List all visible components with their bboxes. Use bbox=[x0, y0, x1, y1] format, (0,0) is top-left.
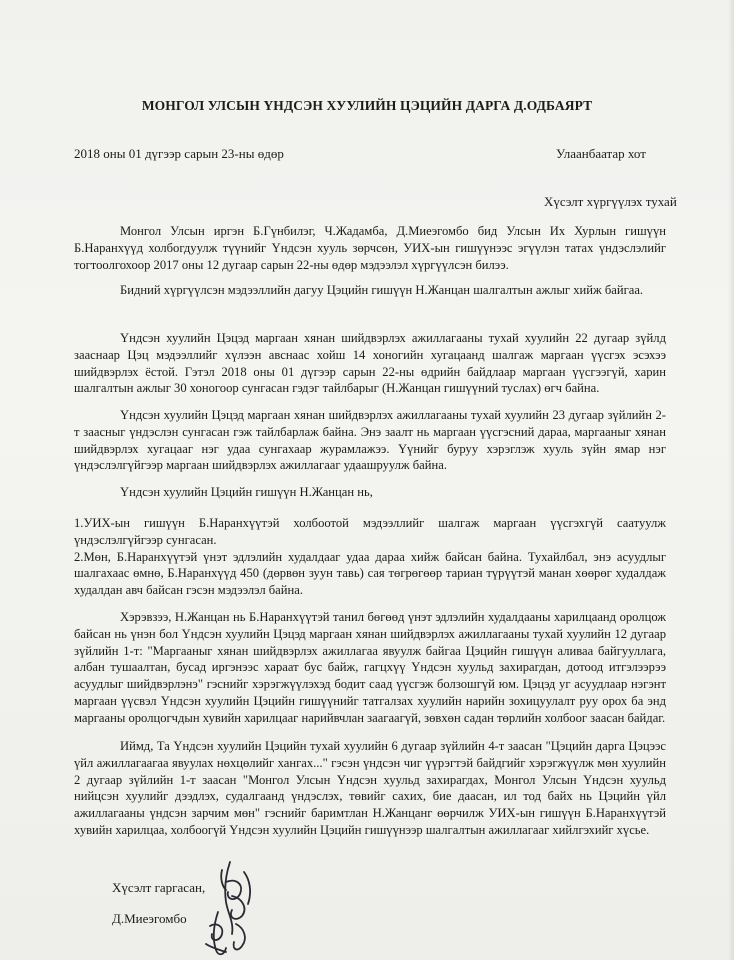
page-title: МОНГОЛ УЛСЫН ҮНДСЭН ХУУЛИЙН ЦЭЦИЙН ДАРГА Д.ОДБАЯРТ bbox=[141, 98, 593, 113]
paragraph-7-text: Иймд, Та Үндсэн хуулийн Цэцийн тухай хуулийн 6 дугаар зүйлийн 4-т заасан "Цэцийн дарга Цэцээс үйл ажиллагаагаа явуулах нөхцөлийг хангах..." гэсэн үндсэн чиг үүрэгтэй байдгийг хэрэгжүүлж мөн хуулийн 2 дугаар зүйлийн 1-т заасан "Монгол Улсын Үндсэн хуульд захирагдах, Монгол Улсын Үндсэн хуульд нийцсэн хуулийг дээдлэх, судалгаанд үндэслэх, төвийг сахих, бие даасан, ил тод байх нь Цэцийн үйл ажиллагааны үндсэн зарчим мөн" гэснийг баримтлан Н.Жанцанг өөрчилж УИХ-ын гишүүн Б.Наранхүүтэй хувийн харилцаа, холбоогүй Үндсэн хуулийн Цэцийн гишүүнээр шалгалтын ажиллагааг хийлгэхийг хүсье. bbox=[74, 739, 666, 837]
list-item: 1.УИХ-ын гишүүн Б.Наранхүүтэй холбоотой мэдээллийг шалгаж маргаан үүсгэхгүй саатуулж үндэслэлгүйгээр сунгасан. bbox=[74, 516, 666, 547]
paragraph-3 bbox=[74, 330, 666, 397]
numbered-list bbox=[74, 515, 666, 599]
document-subject: Хүсэлт хүргүүлэх тухай bbox=[544, 194, 677, 209]
paragraph-2 bbox=[74, 282, 666, 299]
paragraph-1-text: Монгол Улсын иргэн Б.Гүнбилэг, Ч.Жадамба, Д.Миеэгомбо бид Улсын Их Хурлын гишүүн Б.Наранхүүд холбогдуулж түүнийг Үндсэн хууль зөрчсөн, УИХ-ын гишүүнээс эгүүлэн татах үндэслэлийг тогтоолгохоор 2017 оны 12 дугаар сарын 22-ны өдөр мэдээлэл хүргүүлсэн билээ. bbox=[74, 224, 666, 272]
closing-request-line: Хүсэлт гаргасан, bbox=[112, 880, 206, 895]
paragraph-5 bbox=[74, 484, 666, 501]
paragraph-2-text: Бидний хүргүүлсэн мэдээллийн дагуу Цэцийн гишүүн Н.Жанцан шалгалтын ажлыг хийж байгаа. bbox=[120, 283, 644, 297]
paragraph-6 bbox=[74, 609, 666, 727]
paragraph-4 bbox=[74, 407, 666, 474]
document-date: 2018 оны 01 дүгээр сарын 23-ны өдөр bbox=[74, 146, 284, 161]
handwritten-signature bbox=[196, 852, 276, 960]
paragraph-7 bbox=[74, 738, 666, 839]
page-edge-shadow bbox=[728, 0, 734, 960]
paragraph-4-text: Үндсэн хуулийн Цэцэд маргаан хянан шийдвэрлэх ажиллагааны тухай хуулийн 23 дугаар зүйлийн 2-т заасныг үндэслэн сунгасан гэж тайлбарлаж байна. Энэ заалт нь маргаан үүсгэсний дараа, маргааныг хянан шийдвэрлэх хугацааг нэг удаа сунгахаар журамлажээ. Үүнийг буруу хэрэглэж хууль зүйн ямар нэг үндэслэлгүйгээр маргаан шийдвэрлэх ажиллагааг удаашруулж байна. bbox=[74, 408, 666, 473]
closing-signer-name: Д.Миеэгомбо bbox=[112, 911, 187, 926]
paragraph-6-text: Хэрэвзээ, Н.Жанцан нь Б.Наранхүүтэй танил бөгөөд үнэт эдлэлийн худалдааны харилцаанд оролцож байсан нь үнэн бол Үндсэн хуулийн Цэцэд маргаан хянан шийдвэрлэх ажиллагааны тухай хуулийн 12 дугаар зүйлийн 1-т: "Маргааныг хянан шийдвэрлэх ажиллагаа явуулж байгаа Цэцийн гишүүн аливаа байгууллага, албан тушаалтан, бусад иргэнээс хараат бус байж, гагцхүү Үндсэн хуульд захирагдан, дотоод итгэлээрээ асуудлыг шийдвэрлэнэ" гэснийг хэрэгжүүлэхэд бодит саад үүсгэж болзошгүй юм. Цэцэд уг асуудлаар нэгэнт маргаан үүсвэл Үндсэн хуулийн Цэцийн гишүүнийг татгалзах хуулийн нарийн зохицуулалт руу орох ба энд маргааны оролцогчдын хувийн харилцааг нарийвчлан заагаагүй, зөвхөн садан төрлийн холбоог заасан байдаг. bbox=[74, 610, 666, 725]
document-place: Улаанбаатар хот bbox=[556, 146, 646, 161]
paragraph-5-text: Үндсэн хуулийн Цэцийн гишүүн Н.Жанцан нь, bbox=[120, 485, 373, 499]
paragraph-1 bbox=[74, 223, 666, 273]
paragraph-3-text: Үндсэн хуулийн Цэцэд маргаан хянан шийдвэрлэх ажиллагааны тухай хуулийн 22 дугаар зүйлд зааснаар Цэц мэдээллийг хүлээн авснаас хойш 14 хоногийн хугацаанд шалгаж маргаан үүсгэх эсэхээ шийдвэрлэх ёстой. Гэтэл 2018 оны 01 дүгээр сарын 22-ны өдрийн байдлаар маргаан үүсгээгүй, харин шалгалтын ажлыг 30 хоногоор сунгасан гэдэг тайлбарыг (Н.Жанцан гишүүний туслах) өгч байна. bbox=[74, 331, 666, 396]
list-item: 2.Мөн, Б.Наранхүүтэй үнэт эдлэлийн худалдааг удаа дараа хийж байсан байна. Тухайлбал, энэ асуудлыг шалгахаас өмнө, Б.Наранхүүд 450 (дөрвөн зуун тавь) сая төгрөгөөр тариан түрүүтэй манан хөөрөг худалдаж худалдан авч байсан гэсэн мэдээлэл байна. bbox=[74, 549, 666, 598]
